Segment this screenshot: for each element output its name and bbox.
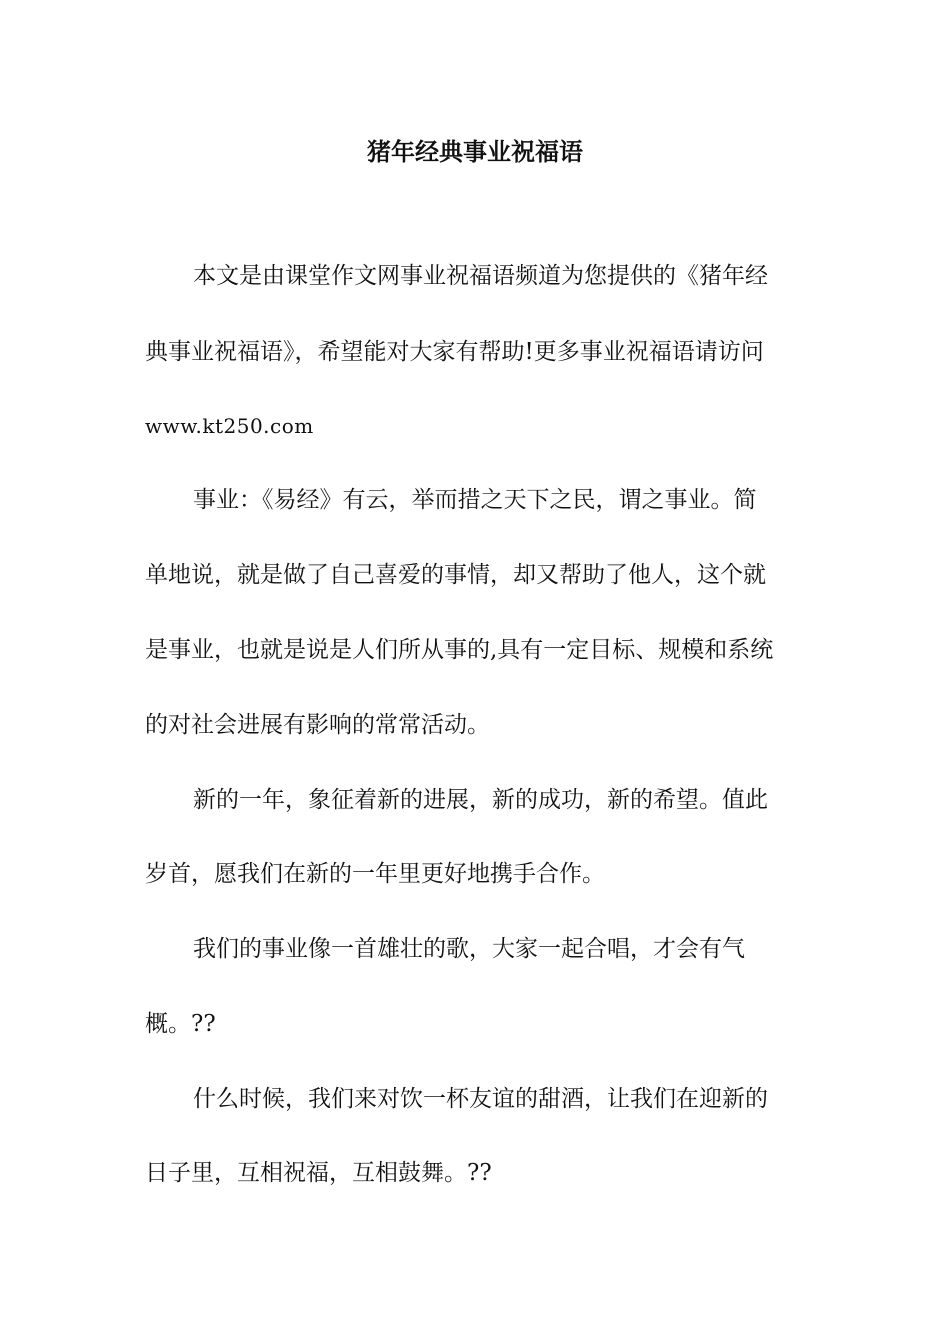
paragraph-2-line-3: 是事业，也就是说是人们所从事的,具有一定目标、规模和系统	[145, 637, 774, 663]
paragraph-5-line-1: 什么时候，我们来对饮一杯友谊的甜酒，让我们在迎新的	[193, 1086, 768, 1112]
paragraph-2-line-4: 的对社会进展有影响的常常活动。	[145, 712, 490, 738]
paragraph-5-line-2: 日子里，互相祝福，互相鼓舞。??	[145, 1160, 492, 1186]
paragraph-1-line-3-url: www.kt250.com	[145, 414, 314, 438]
paragraph-4-line-1: 我们的事业像一首雄壮的歌，大家一起合唱，才会有气	[193, 936, 745, 962]
paragraph-1-line-1: 本文是由课堂作文网事业祝福语频道为您提供的《猪年经	[193, 263, 768, 289]
paragraph-2-line-1: 事业：《易经》有云，举而措之天下之民，谓之事业。简	[193, 487, 757, 513]
paragraph-1-line-2: 典事业祝福语》，希望能对大家有帮助!更多事业祝福语请访问	[145, 339, 764, 365]
document-title: 猪年经典事业祝福语	[367, 137, 583, 166]
paragraph-4-line-2: 概。??	[145, 1011, 216, 1037]
paragraph-2-line-2: 单地说，就是做了自己喜爱的事情，却又帮助了他人，这个就	[145, 562, 766, 588]
paragraph-3-line-1: 新的一年，象征着新的进展，新的成功，新的希望。值此	[193, 787, 768, 813]
paragraph-3-line-2: 岁首，愿我们在新的一年里更好地携手合作。	[145, 861, 605, 887]
